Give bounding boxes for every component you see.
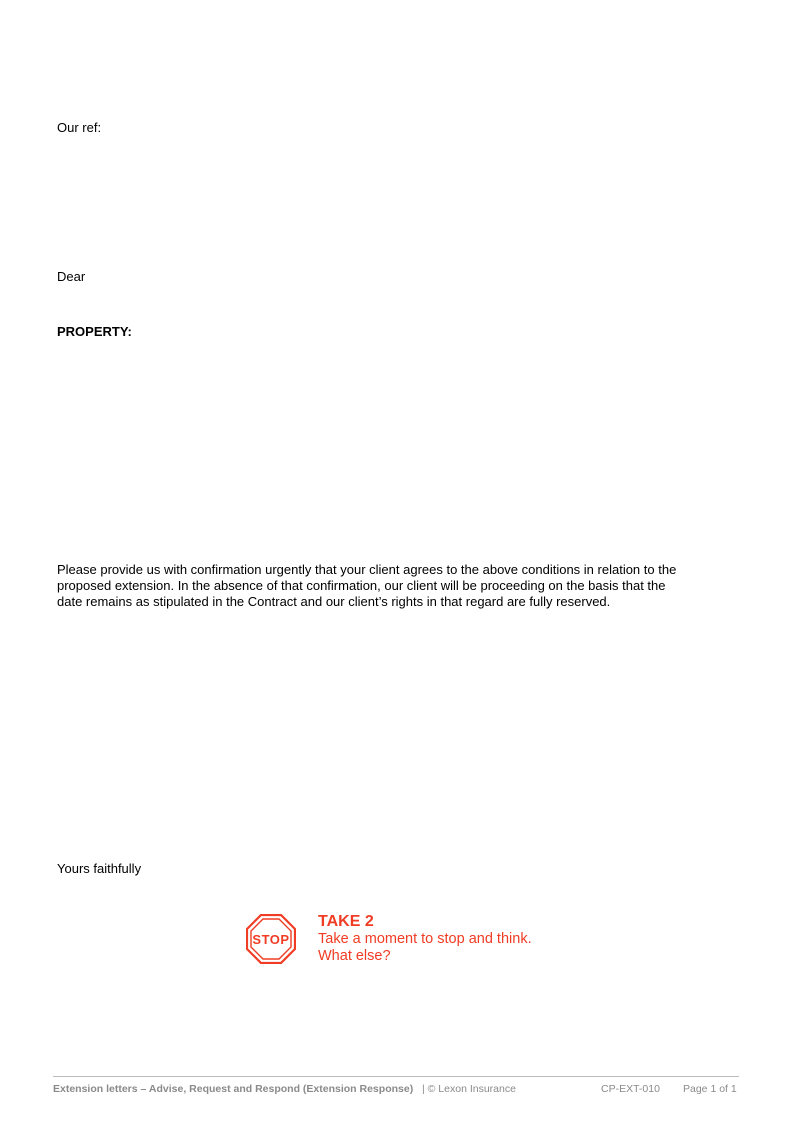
confirmation-line: proposed extension. In the absence of that confirmation, our client will be proceeding on the basis that the (57, 578, 666, 593)
take2-line-1: Take a moment to stop and think. (318, 931, 532, 947)
take2-title: TAKE 2 (318, 913, 374, 930)
our-ref-label: Our ref: (57, 120, 102, 135)
sign-off: Yours faithfully (57, 861, 142, 876)
stop-sign-icon (246, 914, 296, 964)
footer-copyright: | © Lexon Insurance (422, 1083, 516, 1095)
footer-document-code: CP-EXT-010 (601, 1083, 660, 1095)
footer-divider (53, 1076, 739, 1077)
footer-page-number: Page 1 of 1 (683, 1083, 737, 1095)
salutation: Dear (57, 269, 86, 284)
footer-title: Extension letters – Advise, Request and Respond (Extension Response) (53, 1083, 414, 1095)
take2-line-2: What else? (318, 948, 391, 964)
take2-text (318, 912, 532, 965)
stop-icon-text: STOP (252, 932, 290, 947)
confirmation-line: Please provide us with confirmation urgently that your client agrees to the above conditions in relation to the (57, 562, 677, 577)
confirmation-paragraph (57, 562, 717, 610)
confirmation-line: date remains as stipulated in the Contract and our client’s rights in that regard are fully reserved. (57, 594, 611, 609)
property-label: PROPERTY: (57, 324, 132, 339)
take2-banner (246, 912, 566, 972)
